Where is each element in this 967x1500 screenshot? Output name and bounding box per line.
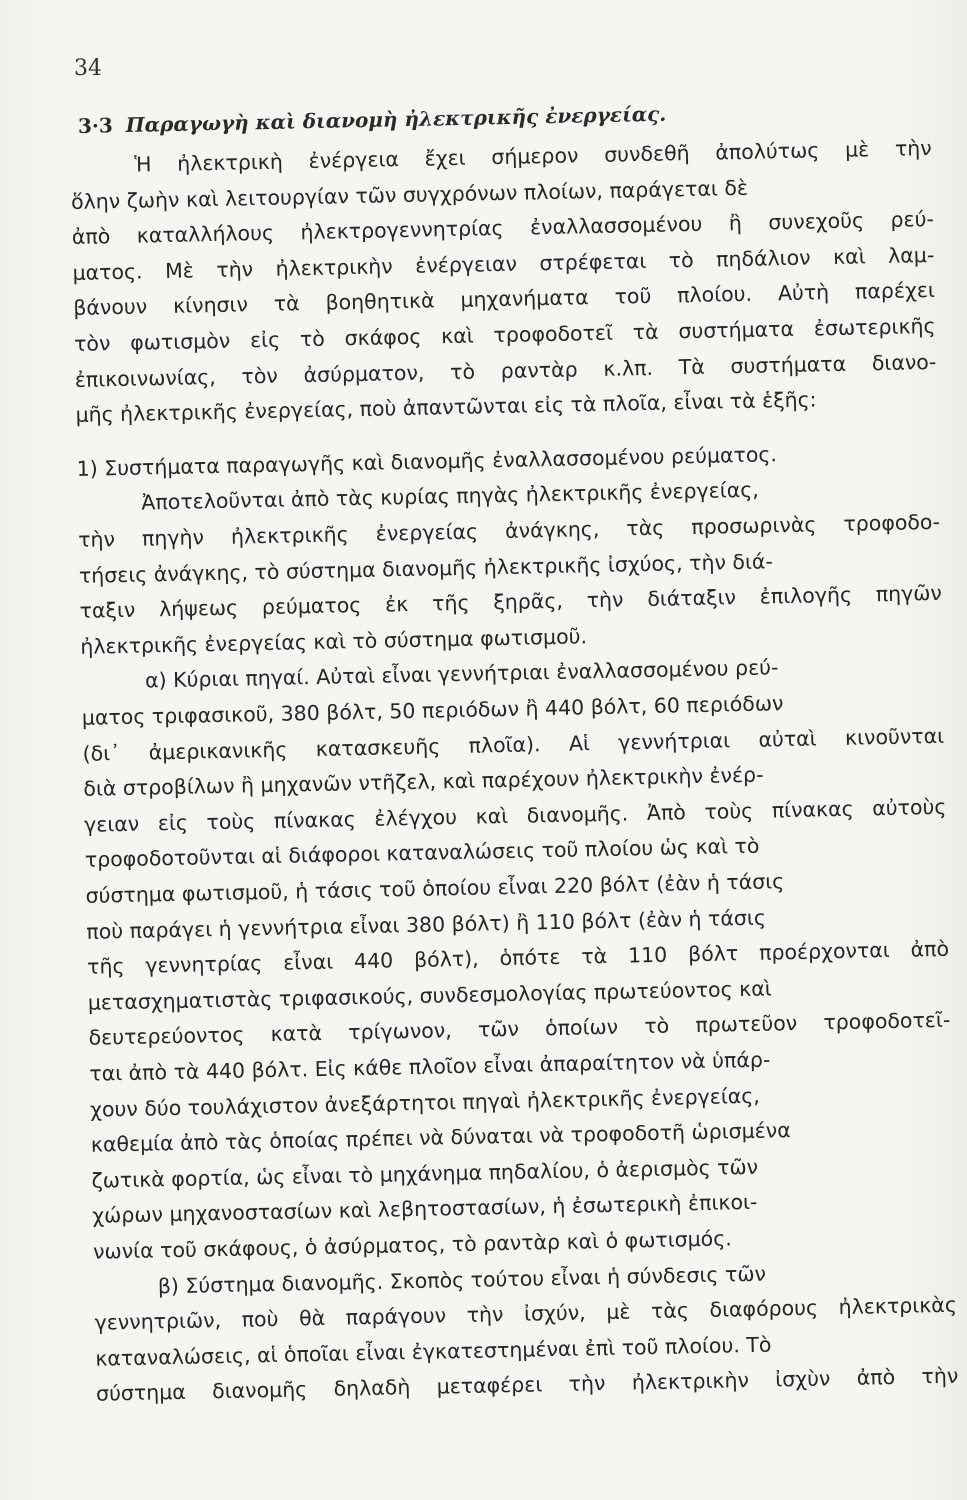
- text-line: β) Σύστημα διανομῆς. Σκοπὸς τούτου εἶναι ἡ σύνδεσις τῶν: [157, 1261, 767, 1299]
- text-line: μῆς ἠλεκτρικῆς ἐνεργείας, ποὺ ἀπαντῶνται εἰς τὰ πλοῖα, εἶναι τὰ ἑξῆς:: [75, 387, 817, 428]
- text-line: σύστημα διανομῆς δηλαδὴ μεταφέρει τὴν ἠλεκτρικὴν ἰσχὺν ἀπὸ τὴν: [95, 1364, 959, 1407]
- text-line: ματος. Μὲ τὴν ἠλεκτρικὴν ἐνέργειαν στρέφεται τὸ πηδάλιον καὶ λαμ-: [72, 242, 935, 285]
- text-line: ἠλεκτρικῆς ἐνεργείας καὶ τὸ σύστημα φωτισμοῦ.: [80, 624, 588, 659]
- text-line: ματος τριφασικοῦ, 380 βόλτ, 50 περιόδων ἢ 440 βόλτ, 60 περιόδων: [81, 691, 784, 730]
- text-line: διὰ στροβίλων ἢ μηχανῶν ντῆζελ, καὶ παρέχουν ἠλεκτρικὴν ἐνέρ-: [83, 762, 764, 802]
- text-line: καθεμία ἀπὸ τὰς ὁποίας πρέπει νὰ δύναται νὰ τροφοδοτῆ ὡρισμένα: [90, 1118, 791, 1157]
- text-line: χουν δύο τουλάχιστον ἀνεξάρτητοι πηγαὶ ἠλεκτρικῆς ἐνεργείας,: [89, 1083, 761, 1122]
- text-line: νωνία τοῦ σκάφους, ὁ ἀσύρματος, τὸ ραντὰρ καὶ ὁ φωτισμός.: [92, 1226, 732, 1264]
- text-line: γεννητριῶν, ποὺ θὰ παράγουν τὴν ἰσχύν, μὲ τὰς διαφόρους ἠλεκτρικὰς: [94, 1292, 958, 1335]
- text-line: ὅλην ζωὴν καὶ λειτουργίαν τῶν συγχρόνων πλοίων, παράγεται δὲ: [70, 175, 749, 214]
- page-number: 34: [74, 56, 102, 81]
- text-line: χώρων μηχανοστασίων καὶ λεβητοστασίων, ἡ ἐσωτερικὴ ἐπικοι-: [92, 1190, 758, 1229]
- text-line: σύστημα φωτισμοῦ, ἡ τάσις τοῦ ὁποίου εἶναι 220 βόλτ (ἐὰν ἡ τάσις: [85, 869, 785, 908]
- text-line: 1) Συστήματα παραγωγῆς καὶ διανομῆς ἐναλλασσομένου ρεύματος.: [76, 442, 778, 481]
- text-line: τὸν φωτισμὸν εἰς τὸ σκάφος καὶ τροφοδοτεῖ τὰ συστήματα ἐσωτερικῆς: [73, 313, 936, 356]
- text-line: α) Κύριαι πηγαί. Αὐταὶ εἶναι γεννήτριαι ἐναλλασσομένου ρεύ-: [144, 655, 779, 693]
- text-line: ζωτικὰ φορτία, ὡς εἶναι τὸ μηχάνημα πηδαλίου, ὁ ἀερισμὸς τῶν: [91, 1154, 759, 1193]
- text-line: ταξιν λήψεως ρεύματος ἐκ τῆς ξηρᾶς, τὴν διάταξιν ἐπιλογῆς πηγῶν: [79, 581, 943, 624]
- text-line: δευτερεύοντος κατὰ τρίγωνον, τῶν ὁποίων τὸ πρωτεῦον τροφοδοτεῖ-: [88, 1008, 951, 1051]
- text-line: ται ἀπὸ τὰ 440 βόλτ. Εἰς κάθε πλοῖον εἶναι ἀπαραίτητον νὰ ὑπάρ-: [89, 1047, 771, 1086]
- text-line: Ἡ ἠλεκτρικὴ ἐνέργεια ἔχει σήμερον συνδεθῆ ἀπολύτως μὲ τὴν: [134, 135, 932, 177]
- text-line: ἐπικοινωνίας, τὸν ἀσύρματον, τὸ ραντὰρ κ.λπ. Τὰ συστήματα διανο-: [74, 349, 937, 392]
- section-number: 3·3: [77, 113, 114, 138]
- section-title: Παραγωγὴ καὶ διανομὴ ἠλεκτρικῆς ἐνεργείας.: [125, 101, 667, 137]
- text-line: ποὺ παράγει ἡ γεννήτρια εἶναι 380 βόλτ) ἢ 110 βόλτ (ἐὰν ἡ τάσις: [86, 905, 767, 944]
- text-line: ἀπὸ καταλλήλους ἠλεκτρογεννητρίας ἐναλλασσομένου ἢ συνεχοῦς ρεύ-: [71, 207, 935, 250]
- text-line: γειαν εἰς τοὺς πίνακας ἐλέγχου καὶ διανομῆς. Ἀπὸ τοὺς πίνακας αὐτοὺς: [83, 794, 947, 837]
- text-line: Ἀποτελοῦνται ἀπὸ τὰς κυρίας πηγὰς ἠλεκτρικῆς ἐνεργείας,: [141, 478, 759, 515]
- text-line: βάνουν κίνησιν τὰ βοηθητικὰ μηχανήματα τοῦ πλοίου. Αὐτὴ παρέχει: [73, 278, 936, 321]
- text-line: τὴν πηγὴν ἠλεκτρικῆς ἐνεργείας ἀνάγκης, τὰς προσωρινὰς τροφοδο-: [77, 509, 941, 552]
- text-line: τροφοδοτοῦνται αἱ διάφοροι καταναλώσεις τοῦ πλοίου ὡς καὶ τὸ: [84, 834, 760, 873]
- text-line: καταναλώσεις, αἱ ὁποῖαι εἶναι ἐγκατεστημέναι ἐπὶ τοῦ πλοίου. Τὸ: [95, 1332, 772, 1371]
- text-line: μετασχηματιστὰς τριφασικούς, συνδεσμολογίας πρωτεύοντος καὶ: [87, 976, 772, 1015]
- text-line: (δι᾽ ἀμερικανικῆς κατασκευῆς πλοῖα). Αἱ γεννήτριαι αὐταὶ κινοῦνται: [82, 723, 945, 766]
- text-line: τήσεις ἀνάγκης, τὸ σύστημα διανομῆς ἠλεκτρικῆς ἰσχύος, τὴν διά-: [78, 548, 774, 588]
- section-heading: [78, 102, 667, 138]
- text-line: τῆς γεννητρίας εἶναι 440 βόλτ), ὁπότε τὰ 110 βόλτ προέρχονται ἀπὸ: [86, 936, 950, 980]
